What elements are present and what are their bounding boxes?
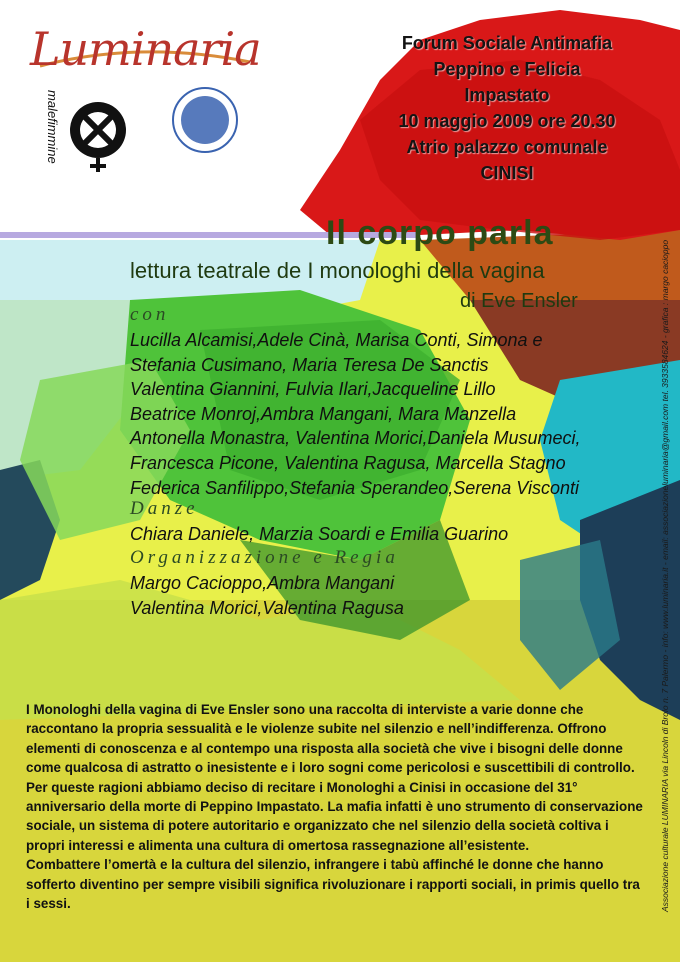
- event-subtitle: lettura teatrale de I monologhi della vagina: [130, 258, 545, 283]
- cast-line: Valentina Giannini, Fulvia Ilari,Jacqueline Lillo: [130, 379, 496, 400]
- cast-line: Federica Sanfilippo,Stefania Sperandeo,Serena Visconti: [130, 477, 579, 498]
- event-title: Il corpo parla: [326, 214, 554, 252]
- event-description: [26, 700, 646, 913]
- cast-line: Stefania Cusimano, Maria Teresa De Sanctis: [130, 354, 489, 375]
- sidebar-contact-info: Associazione culturale LUMINARIA via Lincoln di Brolo n. 7 Palermo - info: www.luminaria.it - email: associazioneluminaria@gmail.com tel. 3933584624 - grafica : margo cacioppo: [660, 239, 670, 912]
- malefimmine-logo-text: malefimmine: [45, 90, 60, 164]
- direction-list: [130, 571, 404, 620]
- cast-label: con: [130, 304, 170, 325]
- cast-list: [130, 328, 581, 500]
- forum-line: Peppino e Felicia: [433, 59, 581, 79]
- direction-label: Organizzazione e Regia: [130, 547, 399, 568]
- forum-line: Impastato: [464, 85, 550, 105]
- description-paragraph: I Monologhi della vagina di Eve Ensler sono una raccolta di interviste a varie donne che raccontano la propria sessualità e le violenze subite nel silenzio e nell’indifferenza. Offrono elementi di conoscenza e al contempo una risposta alla società che vive i bisogni delle donne come qualcosa di astratto o inesistente e i loro sogni come pericolosi e suscettibili di controllo. Per queste ragioni abbiamo deciso di recitare i Monologhi a Cinisi in occasione del 31° anniversario della morte di Peppino Impastato. La mafia infatti è uno strumento di conservazione sociale, un sistema di potere autoritario e organizzato che nel silenzio della società coltiva i propri interessi e alimenta una cultura di omertosa rassegnazione all’esistente.: [26, 702, 643, 853]
- direction-line: Margo Cacioppo,Ambra Mangani: [130, 573, 395, 593]
- cast-line: Lucilla Alcamisi,Adele Cinà, Marisa Conti, Simona e: [130, 330, 543, 350]
- dance-label: Danze: [130, 498, 199, 519]
- description-paragraph: Combattere l’omertà e la cultura del silenzio, infrangere i tabù affinché le donne che hanno sofferto diventino per sempre visibili significa rivoluzionare i rapporti sociali, in primis quello tra i sessi.: [26, 857, 640, 912]
- cast-line: Antonella Monastra, Valentina Morici,Daniela Musumeci,: [130, 428, 581, 449]
- luminaria-logo: Luminaria: [30, 22, 261, 76]
- dance-list: Chiara Daniele, Marzia Soardi e Emilia Guarino: [130, 524, 509, 544]
- cast-line: Beatrice Monroj,Ambra Mangani, Mara Manzella: [130, 403, 517, 424]
- forum-line: Atrio palazzo comunale: [406, 137, 608, 157]
- direction-line: Valentina Morici,Valentina Ragusa: [130, 597, 404, 618]
- forum-line: CINISI: [480, 163, 534, 183]
- forum-line: 10 maggio 2009 ore 20.30: [398, 111, 616, 131]
- cast-line: Francesca Picone, Valentina Ragusa, Marcella Stagno: [130, 452, 566, 473]
- event-author: di Eve Ensler: [460, 290, 578, 312]
- forum-line: Forum Sociale Antimafia: [401, 33, 613, 53]
- forum-info: [372, 30, 642, 186]
